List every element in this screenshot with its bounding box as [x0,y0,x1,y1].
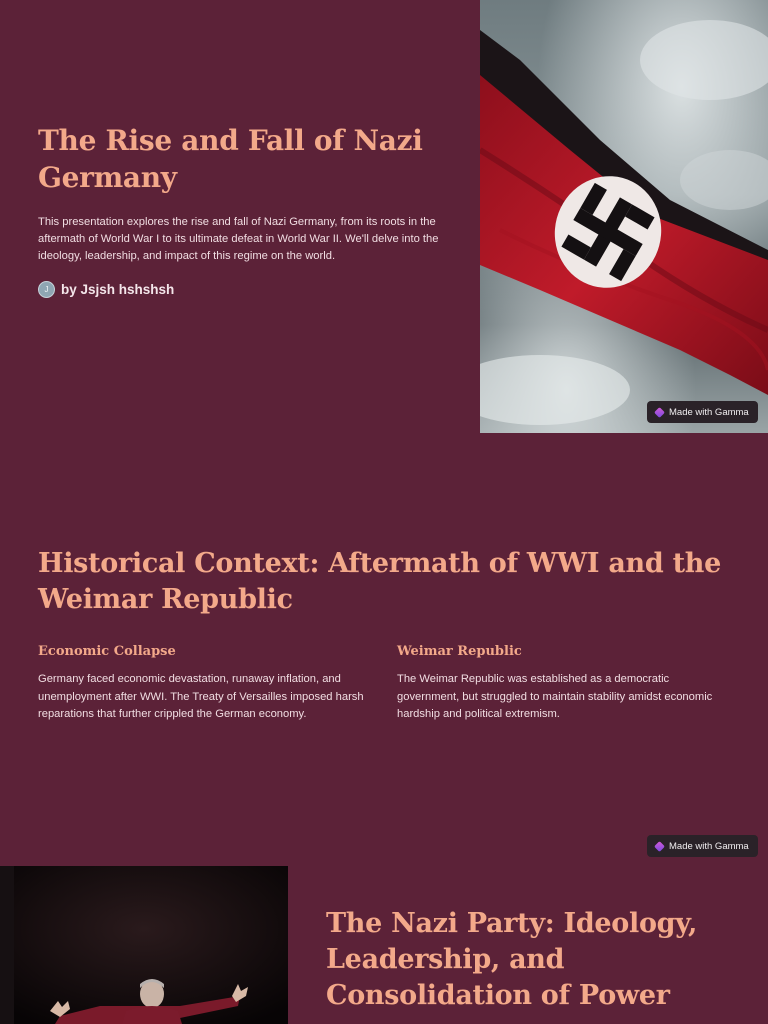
nazi-party-slide [0,866,768,1024]
flag-image [480,0,768,433]
presentation-description: This presentation explores the rise and fall of Nazi Germany, from its roots in the aftermath of World War I to its ultimate defeat in World War II. We'll delve into the ideology, leadership, and impact of this regime on the world. [38,216,439,263]
title-slide-text [38,122,448,298]
avatar: J [38,281,55,298]
gamma-logo-icon [654,407,665,418]
made-with-gamma-badge[interactable] [647,835,758,857]
presentation-title: The Rise and Fall of Nazi Germany [38,124,423,194]
badge-label: Made with Gamma [669,406,749,418]
slide-title: The Nazi Party: Ideology, Leadership, and Consolidation of Power [326,908,698,1011]
badge-label: Made with Gamma [669,840,749,852]
column-heading: Economic Collapse [38,644,176,659]
speaker-image [0,866,288,1024]
economic-collapse-column [38,644,373,724]
column-heading: Weimar Republic [397,644,522,659]
weimar-republic-column [397,644,717,724]
column-body: Germany faced economic devastation, runaway inflation, and unemployment after WWI. The Treaty of Versailles imposed harsh reparations that further crippled the German economy. [38,673,364,720]
title-slide [0,0,768,433]
author-name: by Jsjsh hshshsh [61,281,175,297]
made-with-gamma-badge[interactable] [647,401,758,423]
column-body: The Weimar Republic was established as a democratic government, but struggled to maintain stability amidst economic hardship and political extremism. [397,673,713,720]
historical-context-slide [0,433,768,866]
slide-title: Historical Context: Aftermath of WWI and the Weimar Republic [38,548,721,615]
author-line [38,281,448,298]
gamma-logo-icon [654,841,665,852]
